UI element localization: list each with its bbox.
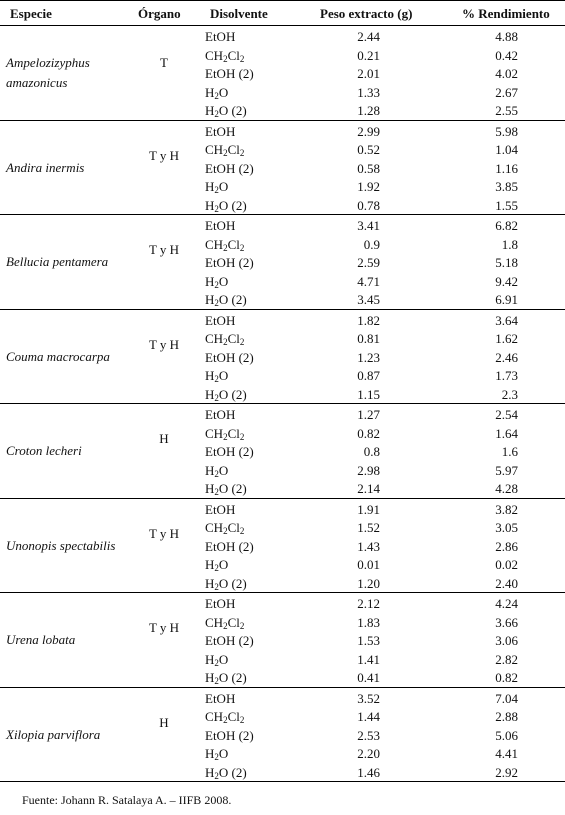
table-row [0, 462, 565, 481]
weight-cell: 2.44 [357, 29, 380, 44]
weight-cell: 2.20 [357, 746, 380, 761]
table-row [0, 160, 565, 179]
yield-cell: 2.55 [495, 103, 518, 118]
weight-cell: 1.20 [357, 575, 380, 591]
table-row [0, 501, 565, 520]
table-row [0, 519, 565, 538]
solvent-cell: $H_2O$ [205, 462, 229, 479]
weight-cell: 0.9 [363, 236, 380, 252]
solvent-cell: EtOH (2) [205, 538, 254, 554]
solvent-cell: $H_2O$ [205, 557, 229, 573]
yield-cell: 3.06 [495, 633, 518, 648]
yield-cell: 5.06 [495, 727, 518, 743]
solvent-cell: EtOH [205, 218, 236, 233]
weight-cell: 0.21 [357, 47, 380, 63]
weight-cell: 1.44 [357, 709, 380, 724]
table-row [0, 330, 565, 349]
table-row [0, 556, 565, 575]
yield-cell: 2.67 [495, 84, 518, 100]
weight-cell: 1.83 [357, 614, 380, 630]
table-row [0, 764, 565, 783]
header-yield: % Rendimiento [462, 6, 550, 21]
weight-cell: 0.01 [357, 557, 380, 572]
solvent-cell: EtOH [205, 123, 236, 139]
header-solvent: Disolvente [210, 6, 268, 21]
weight-cell: 0.52 [357, 142, 380, 157]
weight-cell: 3.52 [357, 690, 380, 706]
organ-cell: T y H [148, 242, 180, 258]
header-organ: Órgano [138, 6, 181, 21]
organ-cell: T [160, 55, 168, 71]
solvent-cell: EtOH [205, 29, 236, 44]
header-weight: Peso extracto (g) [320, 6, 413, 21]
solvent-cell: EtOH (2) [205, 255, 254, 270]
weight-cell: 1.91 [357, 501, 380, 517]
species-name: Ampelozizyphus amazonicus [6, 55, 90, 91]
yield-cell: 1.6 [501, 444, 518, 459]
solvent-cell: EtOH [205, 312, 236, 328]
species-group [0, 593, 565, 688]
yield-cell: 0.82 [495, 670, 518, 685]
weight-cell: 0.8 [363, 444, 380, 459]
yield-cell: 5.18 [495, 255, 518, 270]
weight-cell: 1.23 [357, 349, 380, 365]
weight-cell: 4.71 [357, 273, 380, 289]
header-species: Especie [10, 6, 52, 21]
solvent-cell: EtOH [205, 596, 236, 611]
yield-cell: 2.46 [495, 349, 518, 365]
table-row [0, 406, 565, 425]
solvent-cell: $CH_2Cl_2$ [205, 236, 245, 253]
solvent-cell: EtOH [205, 407, 236, 422]
table-row [0, 178, 565, 197]
solvent-cell: EtOH (2) [205, 633, 254, 648]
species-name: Bellucia pentamera [6, 254, 109, 270]
species-group [0, 499, 565, 594]
yield-cell: 3.05 [495, 520, 518, 535]
yield-cell: 1.73 [495, 368, 518, 383]
solvent-cell: $H_2O$ (2) [205, 197, 247, 214]
yield-cell: 6.82 [495, 218, 518, 233]
yield-cell: 2.88 [495, 709, 518, 724]
yield-cell: 3.82 [495, 501, 518, 517]
species-group [0, 404, 565, 499]
weight-cell: 0.58 [357, 160, 380, 176]
species-group [0, 688, 565, 783]
yield-cell: 3.64 [495, 312, 518, 328]
solvent-cell: $CH_2Cl_2$ [205, 142, 245, 158]
solvent-cell: EtOH [205, 501, 236, 517]
table-row [0, 575, 565, 594]
yield-cell: 1.55 [495, 197, 518, 213]
table-row [0, 65, 565, 84]
table-row [0, 141, 565, 160]
yield-cell: 4.02 [495, 66, 518, 81]
organ-cell: T y H [148, 620, 180, 636]
solvent-cell: $H_2O$ [205, 651, 229, 668]
species-name: Xilopia parviflora [6, 726, 101, 742]
yield-cell: 1.62 [495, 331, 518, 346]
table-row [0, 727, 565, 746]
table-row [0, 291, 565, 310]
species-group [0, 26, 565, 121]
weight-cell: 2.12 [357, 596, 380, 611]
solvent-cell: $H_2O$ (2) [205, 103, 247, 119]
yield-cell: 6.91 [495, 292, 518, 307]
yield-cell: 2.3 [501, 386, 518, 402]
solvent-cell: $CH_2Cl_2$ [205, 709, 245, 725]
solvent-cell: $H_2O$ (2) [205, 670, 247, 686]
table-row [0, 217, 565, 236]
table-row [0, 425, 565, 444]
yield-cell: 1.04 [495, 142, 518, 157]
weight-cell: 1.53 [357, 633, 380, 648]
solvent-cell: $H_2O$ (2) [205, 292, 247, 308]
yield-cell: 1.8 [501, 236, 518, 252]
weight-cell: 3.41 [357, 218, 380, 233]
solvent-cell: $H_2O$ [205, 273, 229, 290]
solvent-cell: $CH_2Cl_2$ [205, 614, 245, 631]
solvent-cell: EtOH (2) [205, 727, 254, 743]
table-row [0, 47, 565, 66]
table-row [0, 386, 565, 405]
weight-cell: 2.53 [357, 727, 380, 743]
table-row [0, 443, 565, 462]
weight-cell: 0.81 [357, 331, 380, 346]
table-row [0, 632, 565, 651]
organ-cell: H [159, 714, 169, 730]
table-row [0, 745, 565, 764]
table-row [0, 690, 565, 709]
yield-cell: 2.40 [495, 575, 518, 591]
solvent-cell: $H_2O$ (2) [205, 575, 247, 592]
table-row [0, 254, 565, 273]
table-row [0, 197, 565, 216]
yield-cell: 0.02 [495, 557, 518, 572]
table-row [0, 614, 565, 633]
table-row [0, 367, 565, 386]
yield-cell: 0.42 [495, 47, 518, 63]
weight-cell: 0.78 [357, 197, 380, 213]
species-name: Urena lobata [6, 632, 76, 648]
yield-cell: 7.04 [495, 690, 518, 706]
weight-cell: 1.82 [357, 312, 380, 328]
yield-cell: 4.88 [495, 29, 518, 44]
solvent-cell: EtOH (2) [205, 444, 254, 459]
solvent-cell: $H_2O$ [205, 368, 229, 384]
yield-cell: 4.24 [495, 596, 518, 611]
weight-cell: 2.01 [357, 66, 380, 81]
organ-cell: H [159, 431, 169, 447]
solvent-cell: EtOH (2) [205, 66, 254, 81]
solvent-cell: $H_2O$ (2) [205, 481, 247, 497]
weight-cell: 2.99 [357, 123, 380, 139]
yield-cell: 3.85 [495, 179, 518, 194]
yield-cell: 2.82 [495, 651, 518, 667]
solvent-cell: $H_2O$ (2) [205, 764, 247, 781]
weight-cell: 1.28 [357, 103, 380, 118]
table-row [0, 28, 565, 47]
table-row [0, 669, 565, 688]
table-row [0, 538, 565, 557]
weight-cell: 2.59 [357, 255, 380, 270]
weight-cell: 0.87 [357, 368, 380, 383]
weight-cell: 1.33 [357, 84, 380, 100]
weight-cell: 1.43 [357, 538, 380, 554]
species-name: Unonopis spectabilis [6, 537, 116, 553]
table-row [0, 708, 565, 727]
solvent-cell: EtOH (2) [205, 160, 254, 176]
weight-cell: 0.41 [357, 670, 380, 685]
table-row [0, 480, 565, 499]
table-row [0, 312, 565, 331]
weight-cell: 1.15 [357, 386, 380, 402]
species-group [0, 310, 565, 405]
weight-cell: 3.45 [357, 292, 380, 307]
organ-cell: T y H [148, 525, 180, 541]
weight-cell: 1.46 [357, 764, 380, 780]
table-row [0, 273, 565, 292]
weight-cell: 1.27 [357, 407, 380, 422]
table-row [0, 651, 565, 670]
yield-cell: 5.97 [495, 462, 518, 478]
organ-cell: T y H [148, 336, 180, 352]
species-name: Andira inermis [6, 159, 85, 175]
weight-cell: 2.98 [357, 462, 380, 478]
table-row [0, 123, 565, 142]
solvent-cell: $H_2O$ [205, 179, 229, 195]
yield-cell: 4.41 [495, 746, 518, 761]
solvent-cell: $H_2O$ (2) [205, 386, 247, 403]
weight-cell: 2.14 [357, 481, 380, 496]
organ-cell: T y H [148, 147, 180, 163]
weight-cell: 0.82 [357, 425, 380, 441]
yield-cell: 4.28 [495, 481, 518, 496]
yield-cell: 3.66 [495, 614, 518, 630]
yield-cell: 2.54 [495, 407, 518, 422]
yield-cell: 5.98 [495, 123, 518, 139]
species-group [0, 215, 565, 310]
source-footnote: Fuente: Johann R. Satalaya A. – IIFB 2008. [22, 793, 232, 807]
weight-cell: 1.92 [357, 179, 380, 194]
species-group [0, 121, 565, 216]
table-header [0, 0, 565, 26]
yield-cell: 1.64 [495, 425, 518, 441]
weight-cell: 1.52 [357, 520, 380, 535]
solvent-cell: $CH_2Cl_2$ [205, 520, 245, 536]
solvent-cell: EtOH [205, 690, 236, 706]
solvent-cell: $H_2O$ [205, 746, 229, 762]
weight-cell: 1.41 [357, 651, 380, 667]
table-row [0, 236, 565, 255]
yield-cell: 1.16 [495, 160, 518, 176]
table-row [0, 349, 565, 368]
yield-cell: 2.92 [495, 764, 518, 780]
solvent-cell: EtOH (2) [205, 349, 254, 365]
yield-cell: 2.86 [495, 538, 518, 554]
species-name: Croton lecheri [6, 443, 82, 459]
table-row [0, 595, 565, 614]
species-name: Couma macrocarpa [6, 348, 110, 364]
solvent-cell: $CH_2Cl_2$ [205, 425, 245, 442]
solvent-cell: $H_2O$ [205, 84, 229, 101]
table-row [0, 102, 565, 121]
solvent-cell: $CH_2Cl_2$ [205, 47, 245, 64]
table-row [0, 84, 565, 103]
yield-cell: 9.42 [495, 273, 518, 289]
solvent-cell: $CH_2Cl_2$ [205, 331, 245, 347]
